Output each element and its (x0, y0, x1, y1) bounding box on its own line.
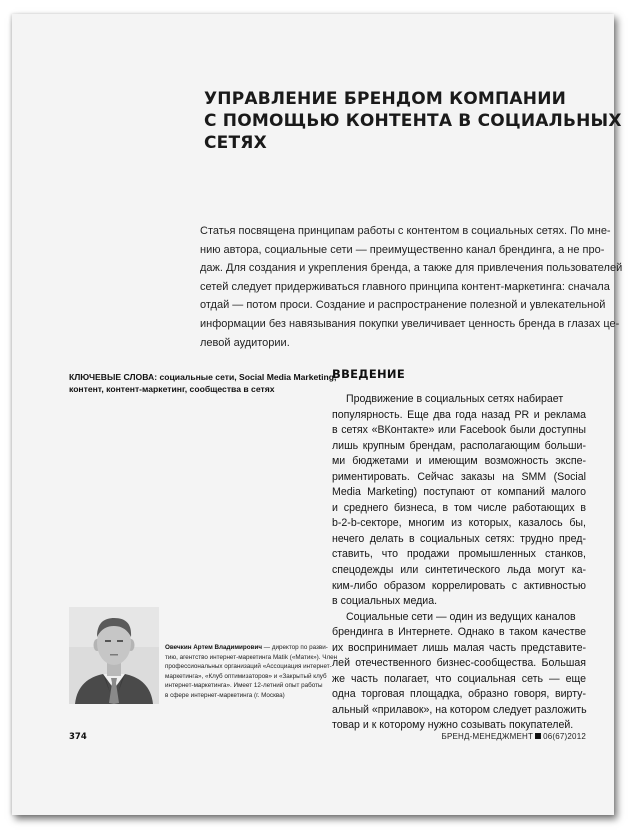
body-line: в социальных медиа. (332, 595, 438, 608)
body-line: в сетях «ВКонтакте» или Facebook были доступны (332, 424, 586, 437)
bio-line: тию, агентство интернет-маркетинга Matik («Матик»). Член (165, 653, 338, 661)
title-line: СЕТЯХ (204, 133, 267, 153)
author-portrait-icon (69, 607, 159, 704)
body-line: же часть полагает, что социальная сеть — еще (332, 672, 586, 685)
body-line: альный «прилавок», на котором следует разложить (332, 703, 587, 716)
keywords-line (69, 371, 337, 383)
square-bullet-icon (535, 733, 541, 739)
body-line: Media Marketing) поступают от компаний малого (332, 486, 586, 499)
body-line: популярность. Еще два года назад PR и реклама (332, 408, 586, 421)
journal-name: БРЕНД-МЕНЕДЖМЕНТ (441, 732, 534, 741)
body-line: товар и к которому нужно созывать покупателей. (332, 719, 574, 732)
body-line: брендинга в Интернете. Однако в таком качестве (332, 626, 586, 639)
keywords-label: КЛЮЧЕВЫЕ СЛОВА: (69, 372, 158, 382)
article-body (332, 392, 586, 734)
section-heading: ВВЕДЕНИЕ (332, 367, 405, 381)
abstract-line: левой аудитории. (200, 336, 290, 349)
bio-text: — директор по разви- (262, 644, 328, 651)
body-line: ким-либо образом коррелировать с активностью (332, 579, 586, 592)
title-line: УПРАВЛЕНИЕ БРЕНДОМ КОМПАНИИ (204, 89, 567, 109)
abstract-line: информации без навязывания покупки увеличивает ценность бренда в глазах це- (200, 317, 620, 330)
body-line: их воспринимает лишь малая часть представите- (332, 641, 586, 654)
keywords-block (69, 371, 337, 395)
bio-line: в сфере интернет-маркетинга (г. Москва) (165, 691, 285, 699)
article-abstract (200, 222, 623, 352)
body-line: ставить, что продажи промышленных станков, (332, 548, 586, 561)
body-line: лишь крупным брендам, располагающим больши- (332, 439, 586, 452)
author-photo (69, 607, 159, 704)
abstract-line: отдай — потом проси. Создание и распространение полезной и увлекательной (200, 299, 606, 312)
bio-line: маркетинга», «Клуб оптимизаторов» и «Закрытый клуб (165, 672, 327, 680)
body-line: одна торговая площадка, образно говоря, вирту- (332, 688, 586, 701)
journal-issue: 06(67)2012 (543, 732, 586, 741)
body-line: b-2-b-секторе, многим из которых, казалось бы, (332, 517, 586, 530)
keywords-line: контент, контент-маркетинг, сообщества в сетях (69, 384, 275, 394)
body-line: лей отечественного бизнес-сообщества. Большая (332, 657, 586, 670)
body-line: и среднего бизнеса, в том числе работающих в (332, 501, 586, 514)
abstract-line: нию автора, социальные сети — преимущественно канал брендинга, а не про- (200, 243, 605, 256)
bio-line: профессиональных организаций «Ассоциация интернет- (165, 663, 332, 671)
author-bio (165, 643, 338, 701)
bio-line: интернет-маркетинга». Имеет 12-летний опыт работы (165, 682, 323, 690)
body-line: риментировать. Сейчас заказы на SMM (Social (332, 470, 586, 483)
body-line: спецодежды или синтетического льда могут ка- (332, 564, 586, 577)
body-line: ми бюджетами и имеющим возможность экспе- (332, 455, 586, 468)
article-title (204, 88, 622, 154)
journal-footer (414, 732, 586, 741)
body-line: Социальные сети — один из ведущих каналов (346, 610, 576, 623)
abstract-line: Статья посвящена принципам работы с контентом в социальных сетях. По мне- (200, 225, 611, 237)
abstract-line: сетей следует придерживаться главного принципа контент-маркетинга: сначала (200, 280, 610, 293)
abstract-line: даж. Для создания и укрепления бренда, а также для привлечения пользователей (200, 262, 623, 275)
bio-line (165, 643, 328, 653)
keywords-text: социальные сети, Social Media Marketing, (157, 372, 337, 382)
author-name: Овечкин Артем Владимирович (165, 644, 263, 651)
body-line: Продвижение в социальных сетях набирает (346, 393, 564, 405)
body-line: нечего делать в социальных сетях: трудно пред- (332, 532, 586, 545)
title-line: С ПОМОЩЬЮ КОНТЕНТА В СОЦИАЛЬНЫХ (204, 111, 622, 131)
page-number: 374 (69, 732, 87, 742)
